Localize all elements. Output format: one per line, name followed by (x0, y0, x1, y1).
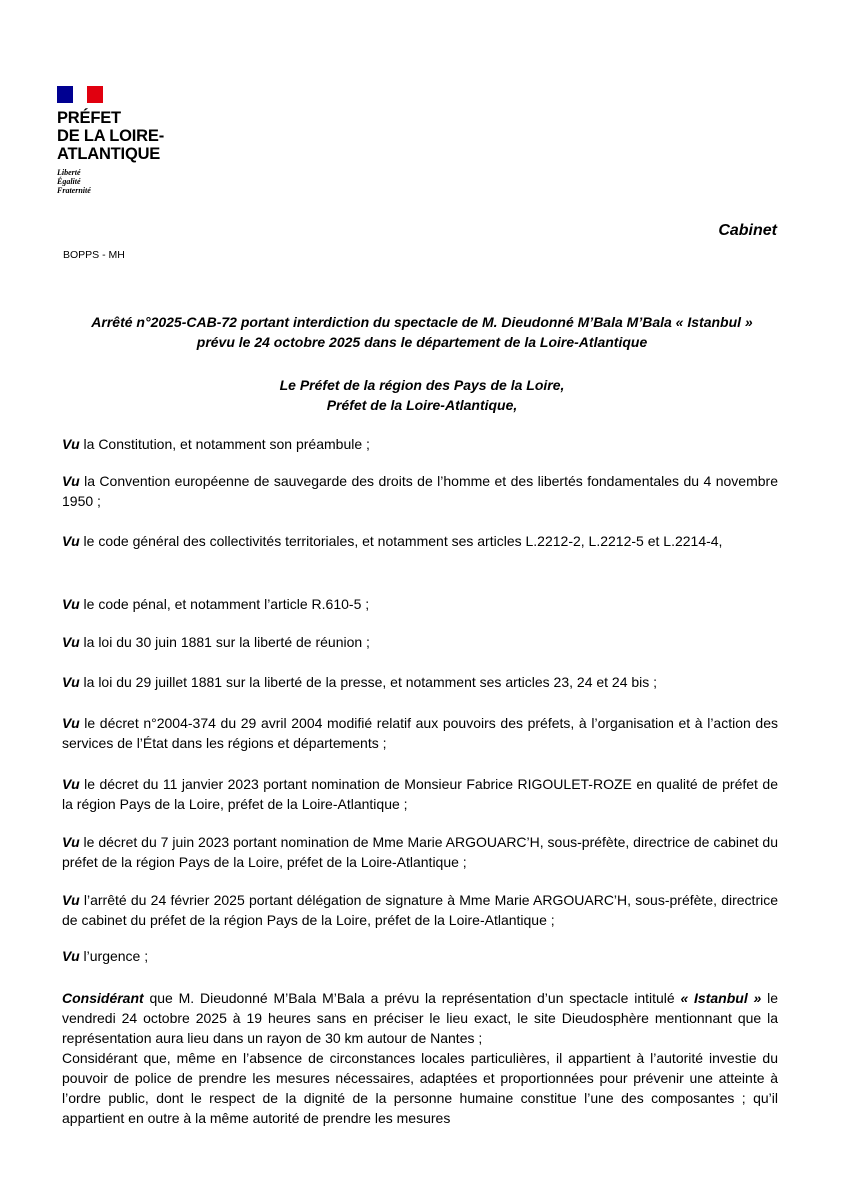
visa-lead: Vu (62, 834, 80, 850)
visa-text: la Constitution, et notamment son préambule ; (79, 436, 370, 452)
service-label: Cabinet (718, 222, 777, 239)
visa-paragraph (62, 946, 778, 966)
considerant-paragraph (62, 1048, 778, 1128)
considerant-paragraph (62, 988, 778, 1048)
visa-text: la loi du 29 juillet 1881 sur la liberté de la presse, et notamment ses articles 23, 24 et 24 bis ; (79, 674, 658, 690)
visa-text: l’arrêté du 24 février 2025 portant délégation de signature à Mme Marie ARGOUARC’H, sous-préfète, directrice de cabinet du préfet de la région Pays de la Loire, préfet de la Loire-Atlantique ; (62, 892, 778, 928)
visa-lead: Vu (62, 533, 80, 549)
visa-lead: Vu (62, 892, 80, 908)
visa-lead: Vu (62, 473, 80, 489)
visa-text: le décret du 11 janvier 2023 portant nomination de Monsieur Fabrice RIGOULET-ROZE en qualité de préfet de la région Pays de la Loire, préfet de la Loire-Atlantique ; (62, 776, 778, 812)
decree-title-line-2: prévu le 24 octobre 2025 dans le département de la Loire-Atlantique (196, 334, 648, 350)
visa-text: le décret du 7 juin 2023 portant nomination de Mme Marie ARGOUARC’H, sous-préfète, directrice de cabinet du préfet de la région Pays de la Loire, préfet de la Loire-Atlantique ; (62, 834, 778, 870)
considerant-lead: Considérant (62, 990, 144, 1006)
motto-fraternite: Fraternité (57, 186, 91, 195)
visa-paragraph (62, 774, 778, 814)
visa-lead: Vu (62, 596, 80, 612)
visa-paragraph (62, 672, 778, 692)
logo-wordmark (57, 109, 164, 163)
visa-paragraph (62, 531, 778, 551)
motto-liberte: Liberté (57, 168, 81, 177)
republic-motto (57, 168, 164, 195)
reference-code: BOPPS - MH (63, 249, 125, 261)
prefecture-logo (57, 86, 164, 195)
visa-lead: Vu (62, 634, 80, 650)
logo-line-2: DE LA LOIRE- (57, 127, 164, 145)
visa-paragraph (62, 434, 778, 454)
visa-text: le décret n°2004-374 du 29 avril 2004 modifié relatif aux pouvoirs des préfets, à l’organisation et à l’action des services de l’État dans les régions et départements ; (62, 715, 778, 751)
decree-title (50, 312, 794, 352)
considerant-text: que M. Dieudonné M’Bala M’Bala a prévu la représentation d’un spectacle intitulé (143, 990, 681, 1006)
issuing-authority (50, 375, 794, 415)
considerant-text: le vendredi 24 octobre 2025 à 19 heures sans en préciser le lieu exact, le site Dieudosphère mentionnant que la représentation aura lieu dans un rayon de 30 km autour de Nantes ; (62, 990, 778, 1046)
visa-paragraph (62, 471, 778, 511)
visa-lead: Vu (62, 715, 80, 731)
visa-paragraph (62, 632, 778, 652)
visa-lead: Vu (62, 674, 80, 690)
visa-text: l’urgence ; (79, 948, 149, 964)
visa-paragraph (62, 713, 778, 753)
authority-line-2: Préfet de la Loire-Atlantique, (326, 397, 518, 413)
visa-text: la Convention européenne de sauvegarde des droits de l’homme et des libertés fondamentales du 4 novembre 1950 ; (62, 473, 778, 509)
logo-line-3: ATLANTIQUE (57, 145, 161, 163)
visa-paragraph (62, 594, 778, 614)
visa-paragraph (62, 832, 778, 872)
show-title: « Istanbul » (680, 990, 762, 1006)
visa-paragraph (62, 890, 778, 930)
visa-text: le code pénal, et notamment l’article R.610-5 ; (79, 596, 370, 612)
motto-egalite: Égalité (57, 177, 81, 186)
logo-line-1: PRÉFET (57, 109, 121, 127)
decree-title-line-1: Arrêté n°2025-CAB-72 portant interdiction du spectacle de M. Dieudonné M’Bala M’Bala « Istanbul » (91, 314, 753, 330)
authority-line-1: Le Préfet de la région des Pays de la Loire, (279, 377, 565, 393)
french-flag-icon (57, 86, 103, 103)
visa-lead: Vu (62, 948, 80, 964)
visa-lead: Vu (62, 776, 80, 792)
considerant-text: Considérant que, même en l’absence de circonstances locales particulières, il appartient à l’autorité investie du pouvoir de police de prendre les mesures nécessaires, adaptées et proportionnées pour prévenir une atteinte à l’ordre public, dont le respect de la dignité de la personne humaine constitue l’une des composantes ; qu’il appartient en outre à la même autorité de prendre les mesures (62, 1050, 778, 1126)
visa-text: le code général des collectivités territoriales, et notamment ses articles L.2212-2, L.2212-5 et L.2214-4, (79, 533, 723, 549)
visa-text: la loi du 30 juin 1881 sur la liberté de réunion ; (79, 634, 370, 650)
visa-lead: Vu (62, 436, 80, 452)
